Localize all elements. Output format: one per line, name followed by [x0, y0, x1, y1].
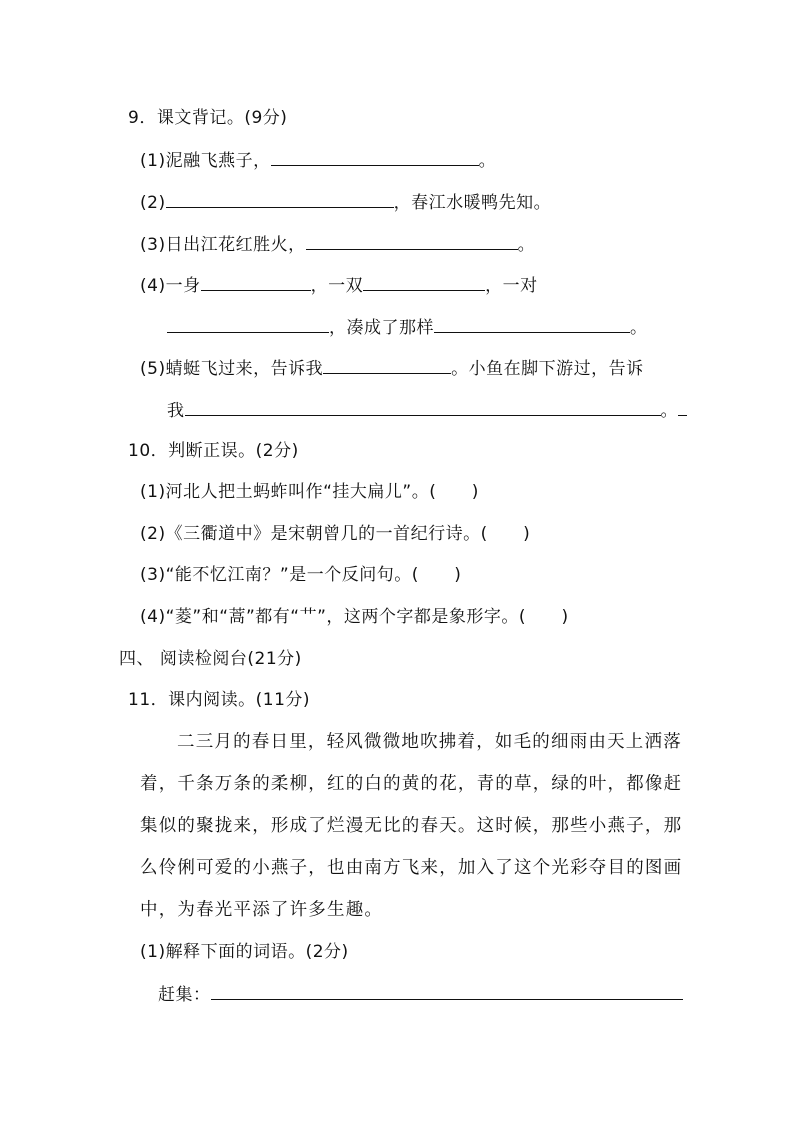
- question-11-title: 11．课内阅读。(11分): [128, 690, 311, 710]
- paragraph-line-2: 着，千条万条的柔柳，红的白的黄的花，青的草，绿的叶，都像赶: [140, 774, 683, 794]
- answer-blank[interactable]: [323, 356, 451, 374]
- item-text: (5)蜻蜓飞过来，告诉我: [140, 359, 324, 379]
- answer-blank[interactable]: [211, 982, 683, 1000]
- answer-blank[interactable]: [166, 190, 394, 208]
- answer-blank[interactable]: [201, 273, 311, 291]
- question-10-item-2: (2)《三衢道中》是宋朝曾几的一首纪行诗。( ): [140, 524, 531, 544]
- item-text: 。小鱼在脚下游过，告诉: [451, 359, 644, 379]
- question-9-item-4: [140, 273, 538, 298]
- item-text: ，一双: [310, 276, 364, 296]
- question-9-title: 9．课文背记。(9分): [128, 108, 288, 128]
- item-text: 。: [660, 401, 678, 421]
- paragraph-line-4: 么伶俐可爱的小燕子，也由南方飞来，加入了这个光彩夺目的图画: [140, 858, 683, 878]
- item-text: ，一对: [485, 276, 538, 296]
- answer-blank[interactable]: [363, 273, 485, 291]
- question-9-item-2: [140, 190, 551, 215]
- term-label: 赶集：: [158, 985, 211, 1005]
- term-line: [158, 982, 683, 1007]
- answer-blank[interactable]: [306, 232, 518, 250]
- item-text: ，春江水暖鸭先知。: [393, 193, 552, 213]
- answer-blank[interactable]: [185, 398, 661, 416]
- item-text: ，凑成了那样: [329, 318, 434, 338]
- paragraph-line-1: 二三月的春日里，轻风微微地吹拂着，如毛的细雨由天上洒落: [177, 732, 682, 752]
- question-9-item-4-cont: [167, 315, 648, 340]
- item-text: 我: [167, 401, 185, 421]
- question-10-item-4: (4)“菱”和“蒿”都有“艹”，这两个字都是象形字。( ): [140, 607, 569, 627]
- item-text: 。: [517, 235, 536, 255]
- question-9-item-3: [140, 232, 535, 257]
- item-text: (4)一身: [140, 276, 201, 296]
- question-9-item-1: [140, 148, 496, 173]
- section-4-title: 四、 阅读检阅台(21分): [119, 649, 302, 669]
- question-9-item-5: [140, 356, 644, 381]
- question-10-title: 10．判断正误。(2分): [128, 441, 299, 461]
- item-text: 。: [478, 151, 497, 171]
- paragraph-line-5: 中，为春光平添了许多生趣。: [140, 900, 384, 920]
- item-text: 。: [630, 318, 648, 338]
- answer-blank: [678, 398, 687, 416]
- paragraph-line-3: 集似的聚拢来，形成了烂漫无比的春天。这时候，那些小燕子，那: [140, 816, 683, 836]
- question-10-item-3: (3)“能不忆江南？”是一个反问句。( ): [140, 565, 462, 585]
- question-11-sub-1: (1)解释下面的词语。(2分): [140, 942, 349, 962]
- item-text: (2): [140, 193, 166, 213]
- answer-blank[interactable]: [271, 148, 479, 166]
- answer-blank[interactable]: [167, 315, 329, 333]
- question-10-item-1: (1)河北人把土蚂蚱叫作“挂大扁儿”。( ): [140, 482, 479, 502]
- question-9-item-5-cont: [167, 398, 687, 423]
- item-text: (1)泥融飞燕子，: [140, 151, 271, 171]
- answer-blank[interactable]: [434, 315, 630, 333]
- item-text: (3)日出江花红胜火，: [140, 235, 306, 255]
